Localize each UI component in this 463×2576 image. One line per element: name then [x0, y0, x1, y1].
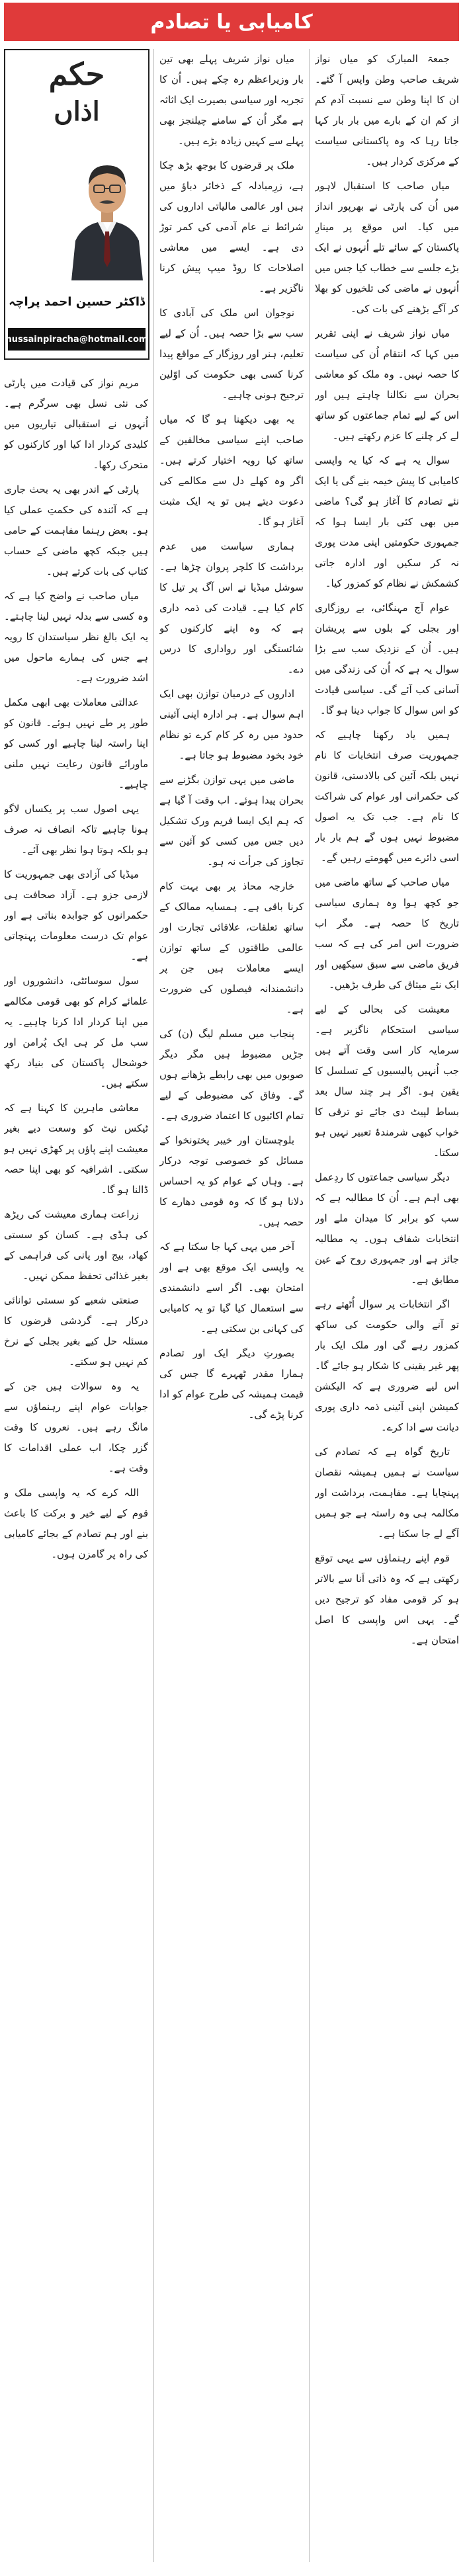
paragraph: بلوچستان اور خیبر پختونخوا کے مسائل کو خصوصی توجہ درکار ہے۔ وہاں کے عوام کو یہ احساس دلانا ہو گا کہ وہ قومی دھارے کا حصہ ہیں۔ — [159, 1134, 304, 1228]
paragraph: دیگر سیاسی جماعتوں کا ردِعمل بھی اہم ہے۔ اُن کا مطالبہ ہے کہ سب کو برابر کا میدان ملے اور انتخابات شفاف ہوں۔ یہ مطالبہ جائز ہے اور جمہوری روح کے عین مطابق ہے۔ — [315, 1171, 459, 1286]
column-middle — [159, 49, 304, 2562]
paragraph: میڈیا کی آزادی بھی جمہوریت کا لازمی جزو ہے۔ آزاد صحافت ہی حکمرانوں کو جوابدہ بناتی ہے اور عوام تک درست معلومات پہنچاتی ہے۔ — [4, 868, 148, 962]
paragraph: نوجوان اس ملک کی آبادی کا سب سے بڑا حصہ ہیں۔ اُن کے لیے تعلیم، ہنر اور روزگار کے مواقع پیدا کرنا کسی بھی حکومت کی اوّلین ترجیح ہونی چاہیے۔ — [159, 307, 304, 401]
column-logo-line: اذاں — [54, 96, 100, 127]
paragraph: ملک پر قرضوں کا بوجھ بڑھ چکا ہے، زرِمبادلہ کے ذخائر دباؤ میں ہیں اور عالمی مالیاتی اداروں کی شرائط نے عام آدمی کی کمر توڑ دی ہے۔ ایسے میں معاشی اصلاحات کا روڈ میپ پیش کرنا ناگزیر ہے۔ — [159, 159, 304, 294]
paragraph: اللہ کرے کہ یہ واپسی ملک و قوم کے لیے خیر و برکت کا باعث بنے اور ہم تصادم کے بجائے کامیابی کی راہ پر گامزن ہوں۔ — [4, 1487, 148, 1560]
paragraph: سوال یہ ہے کہ کیا یہ واپسی کامیابی کا پیش خیمہ بنے گی یا ایک نئے تصادم کا آغاز ہو گی؟ ماضی میں بھی کئی بار ایسا ہوا کہ جمہوری حکومتیں اپنی مدت پوری نہ کر سکیں اور ادارہ جاتی کشمکش نے نظام کو کمزور کیا۔ — [315, 454, 459, 589]
paragraph: پنجاب میں مسلم لیگ (ن) کی جڑیں مضبوط ہیں مگر دیگر صوبوں میں بھی رابطے بڑھانے ہوں گے۔ وفاق کی مضبوطی کے لیے تمام اکائیوں کا اعتماد ضروری ہے۔ — [159, 1028, 304, 1122]
paragraph: ماضی میں یہی توازن بگڑنے سے بحران پیدا ہوئے۔ اب وقت آ گیا ہے کہ ہم ایک ایسا فریم ورک تشکیل دیں جس میں کسی کو آئین سے تجاوز کی جرأت نہ ہو۔ — [159, 774, 304, 868]
paragraph: میاں نواز شریف نے اپنی تقریر میں کہا کہ انتقام اُن کی سیاست کا حصہ نہیں۔ وہ ملک کو معاشی بحران سے نکالنا چاہتے ہیں اور اس کے لیے تمام جماعتوں کو ساتھ لے کر چلنے کا عزم رکھتے ہیں۔ — [315, 327, 459, 442]
author-byline-box — [4, 49, 149, 360]
column-logo — [5, 54, 148, 130]
paragraph: معیشت کی بحالی کے لیے سیاسی استحکام ناگزیر ہے۔ سرمایہ کار اسی وقت آتے ہیں جب اُنہیں پالیسیوں کے تسلسل کا یقین ہو۔ اگر ہر چند سال بعد بساط لپیٹ دی جائے تو ترقی کا خواب کبھی شرمندۂ تعبیر نہیں ہو سکتا۔ — [315, 1003, 459, 1159]
paragraph: آخر میں یہی کہا جا سکتا ہے کہ یہ واپسی ایک موقع بھی ہے اور امتحان بھی۔ اگر اسے دانشمندی سے استعمال کیا گیا تو یہ کامیابی کی کہانی بن سکتی ہے۔ — [159, 1241, 304, 1335]
paragraph: مریم نواز کی قیادت میں پارٹی کی نئی نسل بھی سرگرم ہے۔ اُنہوں نے استقبالی تیاریوں میں کلیدی کردار ادا کیا اور کارکنوں کو متحرک رکھا۔ — [4, 377, 148, 471]
paragraph: یہی اصول سب پر یکساں لاگو ہونا چاہیے تاکہ انصاف نہ صرف ہو بلکہ ہوتا ہوا نظر بھی آئے۔ — [4, 803, 148, 856]
paragraph: زراعت ہماری معیشت کی ریڑھ کی ہڈی ہے۔ کسان کو سستی کھاد، بیج اور پانی کی فراہمی کے بغیر غذائی تحفظ ممکن نہیں۔ — [4, 1208, 148, 1282]
author-email[interactable]: hussainpiracha@hotmail.com — [8, 328, 146, 351]
paragraph: معاشی ماہرین کا کہنا ہے کہ ٹیکس نیٹ کو وسعت دیے بغیر معیشت اپنے پاؤں پر کھڑی نہیں ہو سکتی۔ اشرافیہ کو بھی اپنا حصہ ڈالنا ہو گا۔ — [4, 1102, 148, 1196]
author-portrait-illustration — [69, 142, 146, 280]
column-right — [315, 49, 459, 2562]
paragraph: صنعتی شعبے کو سستی توانائی درکار ہے۔ گردشی قرضوں کا مسئلہ حل کیے بغیر بجلی کے نرخ کم نہیں ہو سکتے۔ — [4, 1294, 148, 1368]
paragraph: ہمیں یاد رکھنا چاہیے کہ جمہوریت صرف انتخابات کا نام نہیں بلکہ آئین کی بالادستی، قانون کی حکمرانی اور عوام کی شراکت کا نام ہے۔ جب تک یہ اصول مضبوط نہیں ہوں گے ہم بار بار اسی دائرے میں گھومتے رہیں گے۔ — [315, 729, 459, 864]
column-logo-line: حکم — [48, 56, 105, 92]
paragraph: عوام آج مہنگائی، بے روزگاری اور بجلی کے بلوں سے پریشان ہیں۔ اُن کے نزدیک سب سے بڑا سوال یہ ہے کہ اُن کی زندگی میں آسانی کب آئے گی۔ سیاسی قیادت کو اس سوال کا جواب دینا ہو گا۔ — [315, 602, 459, 716]
paragraph: میاں صاحب نے واضح کیا ہے کہ وہ کسی سے بدلہ نہیں لینا چاہتے۔ یہ ایک بالغ نظر سیاستدان کا رویہ ہے جس کی ہمارے ماحول میں اشد ضرورت ہے۔ — [4, 590, 148, 684]
article-title: کامیابی یا تصادم — [150, 10, 313, 34]
author-portrait — [69, 142, 146, 280]
paragraph: ہماری سیاست میں عدم برداشت کا کلچر پروان چڑھا ہے۔ سوشل میڈیا نے اس آگ پر تیل کا کام کیا ہے۔ قیادت کی ذمہ داری ہے کہ وہ اپنے کارکنوں کو شائستگی اور رواداری کا درس دے۔ — [159, 540, 304, 675]
column-divider — [153, 49, 154, 2562]
paragraph: بصورتِ دیگر ایک اور تصادم ہمارا مقدر ٹھہرے گا جس کی قیمت ہمیشہ کی طرح عوام کو ادا کرنا پڑے گی۔ — [159, 1347, 304, 1421]
column-divider — [309, 49, 310, 2562]
paragraph: تاریخ گواہ ہے کہ تصادم کی سیاست نے ہمیں ہمیشہ نقصان پہنچایا ہے۔ مفاہمت، برداشت اور مکالمہ ہی وہ راستہ ہے جو ہمیں آگے لے جا سکتا ہے۔ — [315, 1446, 459, 1540]
newspaper-page — [4, 3, 459, 2571]
paragraph: میاں صاحب کے ساتھ ماضی میں جو کچھ ہوا وہ ہماری سیاسی تاریخ کا حصہ ہے۔ مگر اب ضرورت اس امر کی ہے کہ سب فریق ماضی سے سبق سیکھیں اور ایک نئے میثاق کی طرف بڑھیں۔ — [315, 876, 459, 991]
paragraph: میاں نواز شریف پہلے بھی تین بار وزیراعظم رہ چکے ہیں۔ اُن کا تجربہ اور سیاسی بصیرت ایک اثاثہ ہے مگر اُن کے سامنے چیلنجز بھی پہلے سے کہیں زیادہ بڑے ہیں۔ — [159, 53, 304, 147]
paragraph: پارٹی کے اندر بھی یہ بحث جاری ہے کہ آئندہ کی حکمتِ عملی کیا ہو۔ بعض رہنما مفاہمت کے حامی ہیں جبکہ کچھ ماضی کے حساب کتاب کی بات کرتے ہیں۔ — [4, 483, 148, 577]
paragraph: یہ بھی دیکھنا ہو گا کہ میاں صاحب اپنے سیاسی مخالفین کے ساتھ کیا رویہ اختیار کرتے ہیں۔ اگر وہ کھلے دل سے مکالمے کی دعوت دیتے ہیں تو یہ ایک مثبت آغاز ہو گا۔ — [159, 413, 304, 528]
paragraph: اداروں کے درمیان توازن بھی ایک اہم سوال ہے۔ ہر ادارہ اپنی آئینی حدود میں رہ کر کام کرے تو نظام خود بخود مضبوط ہو جاتا ہے۔ — [159, 688, 304, 761]
paragraph: میاں صاحب کا استقبال لاہور میں اُن کی پارٹی نے بھرپور انداز میں کیا۔ اس موقع پر مینارِ پاکستان کے سائے تلے اُنہوں نے ایک بڑے جلسے سے خطاب کیا جس میں اُنہوں نے ماضی کی تلخیوں کو بھلا کر آگے بڑھنے کی بات کی۔ — [315, 180, 459, 315]
paragraph: سول سوسائٹی، دانشوروں اور علمائے کرام کو بھی قومی مکالمے میں اپنا کردار ادا کرنا چاہیے۔ یہ سب مل کر ہی ایک پُرامن اور خوشحال پاکستان کی بنیاد رکھ سکتے ہیں۔ — [4, 975, 148, 1089]
title-bar — [4, 3, 459, 41]
author-name: ڈاکٹر حسین احمد پراچہ — [8, 295, 146, 309]
paragraph: یہ وہ سوالات ہیں جن کے جوابات عوام اپنے رہنماؤں سے مانگ رہے ہیں۔ نعروں کا وقت گزر چکا، اب عملی اقدامات کا وقت ہے۔ — [4, 1380, 148, 1474]
column-left — [4, 373, 148, 2562]
paragraph: اگر انتخابات پر سوال اُٹھتے رہے تو آنے والی حکومت کی ساکھ کمزور رہے گی اور ملک ایک بار پھر غیر یقینی کا شکار ہو جائے گا۔ اس لیے ضروری ہے کہ الیکشن کمیشن اپنی آئینی ذمہ داری پوری دیانت سے ادا کرے۔ — [315, 1298, 459, 1433]
paragraph: خارجہ محاذ پر بھی بہت کام کرنا باقی ہے۔ ہمسایہ ممالک کے ساتھ تعلقات، علاقائی تجارت اور عالمی طاقتوں کے ساتھ توازن ایسے معاملات ہیں جن پر دانشمندانہ فیصلوں کی ضرورت ہے۔ — [159, 880, 304, 1015]
paragraph: جمعۃ المبارک کو میاں نواز شریف صاحب وطن واپس آ گئے۔ ان کا اپنا وطن سے نسبت آدم کم از کم ان کے بارے میں بار بار کہا جاتا رہا کہ وہ پاکستانی سیاست کے مرکزی کردار ہیں۔ — [315, 53, 459, 167]
paragraph: قوم اپنے رہنماؤں سے یہی توقع رکھتی ہے کہ وہ ذاتی اَنا سے بالاتر ہو کر قومی مفاد کو ترجیح دیں گے۔ یہی اس واپسی کا اصل امتحان ہے۔ — [315, 1552, 459, 1646]
paragraph: عدالتی معاملات بھی ابھی مکمل طور پر طے نہیں ہوئے۔ قانون کو اپنا راستہ لینا چاہیے اور کسی کو ماورائے قانون رعایت نہیں ملنی چاہیے۔ — [4, 696, 148, 790]
